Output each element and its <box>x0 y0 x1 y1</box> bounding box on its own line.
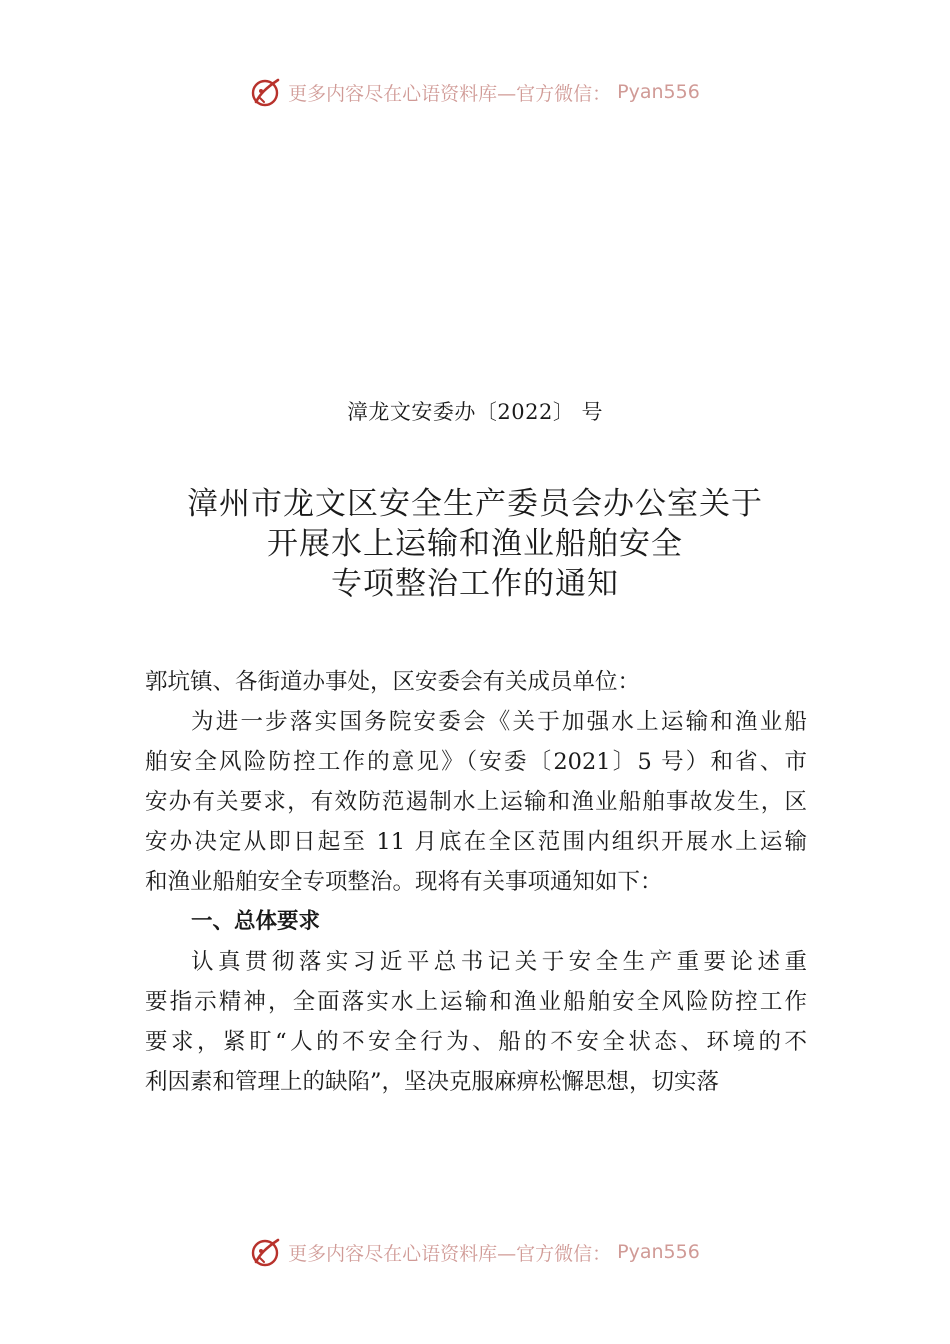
paragraph-line: 为进一步落实国务院安委会《关于加强水上运输和渔业船 <box>191 709 807 735</box>
watermark-text: 更多内容尽在心语资料库—官方微信： <box>288 82 612 105</box>
paragraph-line: 要指示精神，全面落实水上运输和渔业船舶安全风险防控工作 <box>145 989 807 1015</box>
watermark-footer <box>0 1236 950 1268</box>
watermark-wechat-id: Pyan556 <box>617 81 700 103</box>
watermark-wechat-id: Pyan556 <box>617 1241 700 1263</box>
title-line: 专项整治工作的通知 <box>331 566 619 602</box>
section-heading: 一、总体要求 <box>191 909 321 934</box>
watermark-header <box>0 76 950 108</box>
paragraph-line: 认真贯彻落实习近平总书记关于安全生产重要论述重 <box>191 949 807 975</box>
document-number: 漳龙文安委办〔2022〕 号 <box>346 400 604 424</box>
paragraph-line: 利因素和管理上的缺陷”，坚决克服麻痹松懈思想，切实落 <box>145 1069 720 1095</box>
writing-logo-icon <box>250 76 282 108</box>
paragraph-line: 要求，紧盯“人的不安全行为、船的不安全状态、环境的不 <box>145 1029 807 1055</box>
watermark-text: 更多内容尽在心语资料库—官方微信： <box>288 1242 612 1265</box>
paragraph-line: 安办有关要求，有效防范遏制水上运输和渔业船舶事故发生，区 <box>145 789 807 815</box>
document-title <box>0 484 950 604</box>
document-body <box>145 662 807 1102</box>
paragraph-line: 和渔业船舶安全专项整治。现将有关事项通知如下： <box>145 869 663 895</box>
paragraph-line: 舶安全风险防控工作的意见》（安委〔2021〕5 号）和省、市 <box>145 749 807 775</box>
paragraph-line: 安办决定从即日起至 11 月底在全区范围内组织开展水上运输 <box>145 829 807 855</box>
title-line: 开展水上运输和渔业船舶安全 <box>267 526 683 562</box>
title-line: 漳州市龙文区安全生产委员会办公室关于 <box>187 486 763 522</box>
salutation: 郭坑镇、各街道办事处，区安委会有关成员单位： <box>145 669 641 695</box>
writing-logo-icon <box>250 1236 282 1268</box>
